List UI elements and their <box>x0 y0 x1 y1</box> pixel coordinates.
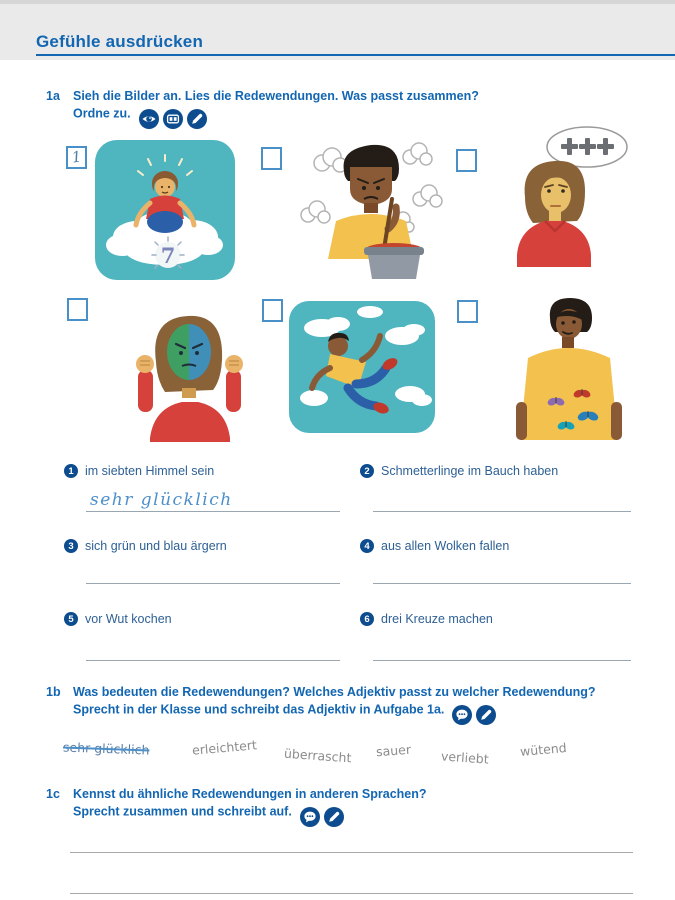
illustration-butterflies-shirt <box>492 292 642 449</box>
page-title: Gefühle ausdrücken <box>36 32 204 51</box>
illustration-boiling-pot <box>292 137 450 290</box>
task-1b-instructions <box>73 684 596 720</box>
idiom-item-6: 6 drei Kreuze machen <box>360 612 493 626</box>
adjective-option[interactable]: überrascht <box>283 745 352 766</box>
writing-line-2[interactable] <box>70 893 633 894</box>
adjective-option[interactable]: verliebt <box>440 748 490 767</box>
illustration-three-crosses <box>487 121 647 276</box>
illustration-falling-from-clouds <box>286 298 438 445</box>
adjective-option[interactable]: wütend <box>519 739 568 760</box>
answer-line-6[interactable] <box>373 660 631 661</box>
answer-checkbox-4[interactable] <box>67 298 88 321</box>
answer-line-5[interactable] <box>86 660 340 661</box>
answer-line-4[interactable] <box>373 583 631 584</box>
task-1a-number: 1a <box>46 89 60 103</box>
task-1c-line2: Sprecht zusammen und schreibt auf. <box>73 802 427 822</box>
task-1a-icons <box>139 109 207 129</box>
answer-checkbox-3[interactable] <box>456 149 477 172</box>
adjective-option-struck[interactable]: sehr glücklich <box>62 739 150 758</box>
handwritten-answer-text: sehr glücklich <box>90 490 233 510</box>
illustration-green-blue-face <box>110 296 270 447</box>
idiom-text: im siebten Himmel sein <box>85 464 215 478</box>
task-1c-number: 1c <box>46 787 60 801</box>
pencil-icon <box>187 109 207 129</box>
book-icon <box>163 109 183 129</box>
idiom-item-1 <box>64 464 214 478</box>
task-1b-line1: Was bedeuten die Redewendungen? Welches Adjektiv passt zu welcher Redewendung? <box>73 685 596 699</box>
writing-line-1[interactable] <box>70 852 633 853</box>
task-1c-icons <box>300 807 344 827</box>
header-rule <box>36 54 675 56</box>
svg-text:7: 7 <box>160 243 176 268</box>
idiom-item-4: 4 aus allen Wolken fallen <box>360 539 509 553</box>
task-1a <box>46 88 479 124</box>
answer-line-1[interactable] <box>86 490 340 512</box>
adjective-option[interactable]: sauer <box>375 741 412 760</box>
speech-icon <box>300 807 320 827</box>
task-1c <box>46 786 427 822</box>
speech-icon <box>452 705 472 725</box>
answer-line-3[interactable] <box>86 583 340 584</box>
pencil-icon <box>324 807 344 827</box>
task-1b <box>46 684 596 720</box>
task-1a-instructions <box>73 88 479 124</box>
answer-line-2[interactable] <box>373 511 631 512</box>
task-1c-line1: Kennst du ähnliche Redewendungen in anderen Sprachen? <box>73 787 427 801</box>
task-1a-line2: Ordne zu. <box>73 104 479 124</box>
illustration-girl-on-cloud <box>92 137 238 288</box>
idiom-item-2: 2 Schmetterlinge im Bauch haben <box>360 464 558 478</box>
idiom-item-5: 5 vor Wut kochen <box>64 612 172 626</box>
handwritten-answer: 1 <box>70 147 83 167</box>
idiom-number-badge: 1 <box>64 464 78 478</box>
pencil-icon <box>476 705 496 725</box>
answer-checkbox-6[interactable] <box>457 300 478 323</box>
task-1c-instructions <box>73 786 427 822</box>
task-1b-line2: Sprecht in der Klasse und schreibt das Adjektiv in Aufgabe 1a. <box>73 700 596 720</box>
answer-checkbox-2[interactable] <box>261 147 282 170</box>
eye-icon <box>139 109 159 129</box>
adjective-option[interactable]: erleichtert <box>191 737 258 758</box>
task-1a-line1: Sieh die Bilder an. Lies die Redewendungen. Was passt zusammen? <box>73 89 479 103</box>
idiom-item-3: 3 sich grün und blau ärgern <box>64 539 227 553</box>
task-1b-icons <box>452 705 496 725</box>
task-1b-number: 1b <box>46 685 61 699</box>
answer-checkbox-1[interactable] <box>66 146 87 169</box>
